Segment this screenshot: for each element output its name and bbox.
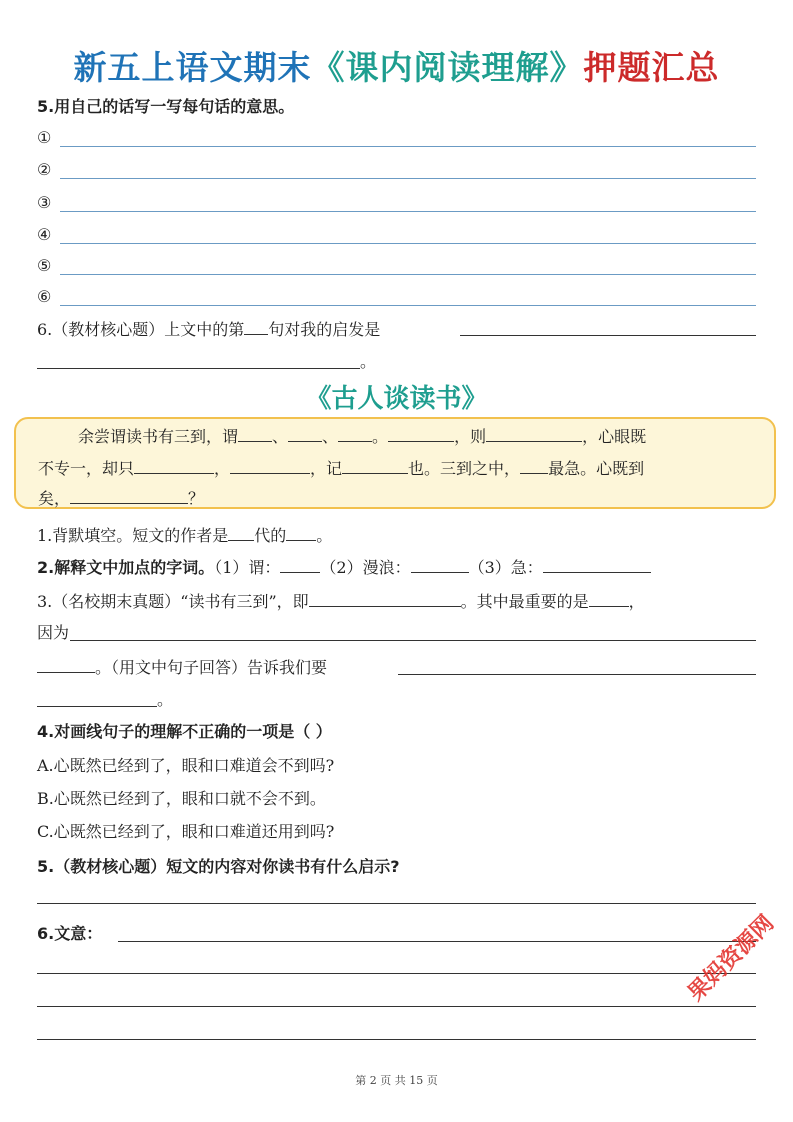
p2-text-c: ，记 (310, 459, 343, 478)
q6-blank-sentence[interactable] (244, 318, 268, 335)
p3-blank-1[interactable] (70, 487, 188, 504)
q6-mid: 句对我的启发是 (268, 320, 381, 339)
p3-text-a: 矣， (38, 489, 71, 508)
p1-blank-5[interactable] (486, 425, 582, 442)
q3-because: 因为 (37, 623, 70, 642)
q3-text-a: 3.（名校期末真题）“读书有三到”，即 (37, 592, 309, 611)
p1-text-b: 。 (372, 427, 389, 446)
q4-option-b[interactable]: B.心既然已经到了，眼和口就不会不到。 (37, 789, 326, 808)
page-footer: 第 2 页 共 15 页 (355, 1074, 438, 1087)
q6-answer-line-2[interactable] (37, 368, 360, 369)
q6-answer-line-1[interactable] (460, 335, 756, 336)
question-3 (37, 590, 645, 612)
q6b-answer-line-2[interactable] (37, 973, 756, 974)
p3-text-b: ？ (188, 489, 205, 508)
passage-title: 《古人谈读书》 (305, 384, 488, 414)
marker-2: ② (37, 160, 52, 179)
p2-text-a: 不专一，却只 (38, 459, 135, 478)
q2-item-1: （1）谓： (214, 558, 281, 577)
p1-text-c: ，则 (454, 427, 487, 446)
q1-text-a: 1.背默填空。短文的作者是 (37, 526, 229, 545)
q6-prefix: 6.（教材核心题）上文中的第 (37, 320, 245, 339)
question-5-a: 5.用自己的话写一写每句话的意思。 (37, 97, 295, 116)
q4-option-c[interactable]: C.心既然已经到了，眼和口难道还用到吗? (37, 822, 335, 841)
question-1 (37, 524, 332, 546)
p2-blank-3[interactable] (342, 457, 408, 474)
q3-text-e: 。（用文中句子回答）告诉我们要 (95, 658, 328, 677)
answer-line-1[interactable] (60, 146, 756, 147)
marker-6: ⑥ (37, 287, 52, 306)
question-6-b: 6.文意： (37, 924, 103, 943)
q3-end: 。 (157, 690, 174, 709)
answer-line-3[interactable] (60, 211, 756, 212)
passage-line-2 (38, 457, 644, 479)
q2-blank-3[interactable] (543, 556, 651, 573)
p1-blank-2[interactable] (288, 425, 322, 442)
q2-blank-1[interactable] (280, 556, 320, 573)
p1-sep-2: 、 (322, 427, 339, 446)
q3-text-b: 。其中最重要的是 (460, 592, 589, 611)
q3-blank-3[interactable] (37, 656, 95, 673)
q6-end: 。 (360, 352, 377, 371)
p2-text-e: 最急。心既到 (548, 459, 645, 478)
page-title (0, 42, 793, 89)
marker-5: ⑤ (37, 256, 52, 275)
q3-answer-line-1[interactable] (70, 640, 756, 641)
p2-text-b: ， (214, 459, 231, 478)
p1-blank-1[interactable] (238, 425, 272, 442)
title-part-1: 新五上语文期末 (73, 48, 312, 87)
marker-3: ③ (37, 193, 52, 212)
question-6-a (37, 318, 380, 340)
passage-box (14, 417, 776, 509)
q2-item-2: （2）漫浪： (320, 558, 411, 577)
q1-blank-author[interactable] (286, 524, 316, 541)
passage-line-1 (78, 425, 646, 447)
marker-4: ④ (37, 225, 52, 244)
p2-blank-1[interactable] (134, 457, 214, 474)
q3-line-3 (37, 656, 327, 678)
p1-sep-1: 、 (272, 427, 289, 446)
q2-title: 2.解释文中加点的字词。 (37, 558, 215, 577)
q1-text-b: 代的 (254, 526, 287, 545)
watermark: 果妈资源网 (683, 910, 780, 1007)
q3-text-c: ， (628, 592, 645, 611)
p2-blank-4[interactable] (520, 457, 548, 474)
q1-text-c: 。 (316, 526, 333, 545)
q6b-answer-line-3[interactable] (37, 1006, 756, 1007)
q3-answer-line-2[interactable] (398, 674, 756, 675)
answer-line-4[interactable] (60, 243, 756, 244)
p2-text-d: 也。三到之中， (408, 459, 521, 478)
passage-line-3 (38, 487, 204, 509)
question-4: 4.对画线句子的理解不正确的一项是（ ） (37, 722, 332, 741)
title-part-3: 押题汇总 (583, 48, 720, 87)
title-part-2: 《课内阅读理解》 (311, 48, 584, 87)
q6b-answer-line-4[interactable] (37, 1039, 756, 1040)
q6b-answer-line-1[interactable] (118, 941, 756, 942)
q2-blank-2[interactable] (411, 556, 469, 573)
p1-text-a: 余尝谓读书有三到，谓 (78, 427, 239, 446)
q1-blank-dynasty[interactable] (228, 524, 254, 541)
q3-blank-2[interactable] (589, 590, 629, 607)
question-5-b: 5.（教材核心题）短文的内容对你读书有什么启示? (37, 857, 400, 876)
q2-item-3: （3）急： (468, 558, 543, 577)
q5-answer-line[interactable] (37, 903, 756, 904)
q3-answer-line-3[interactable] (37, 706, 157, 707)
q4-option-a[interactable]: A.心既然已经到了，眼和口难道会不到吗? (37, 756, 335, 775)
p1-text-d: ，心眼既 (582, 427, 647, 446)
q3-blank-1[interactable] (309, 590, 461, 607)
question-2 (37, 556, 651, 578)
p1-blank-3[interactable] (338, 425, 372, 442)
answer-line-2[interactable] (60, 178, 756, 179)
answer-line-5[interactable] (60, 274, 756, 275)
p2-blank-2[interactable] (230, 457, 310, 474)
answer-line-6[interactable] (60, 305, 756, 306)
marker-1: ① (37, 128, 52, 147)
p1-blank-4[interactable] (388, 425, 454, 442)
